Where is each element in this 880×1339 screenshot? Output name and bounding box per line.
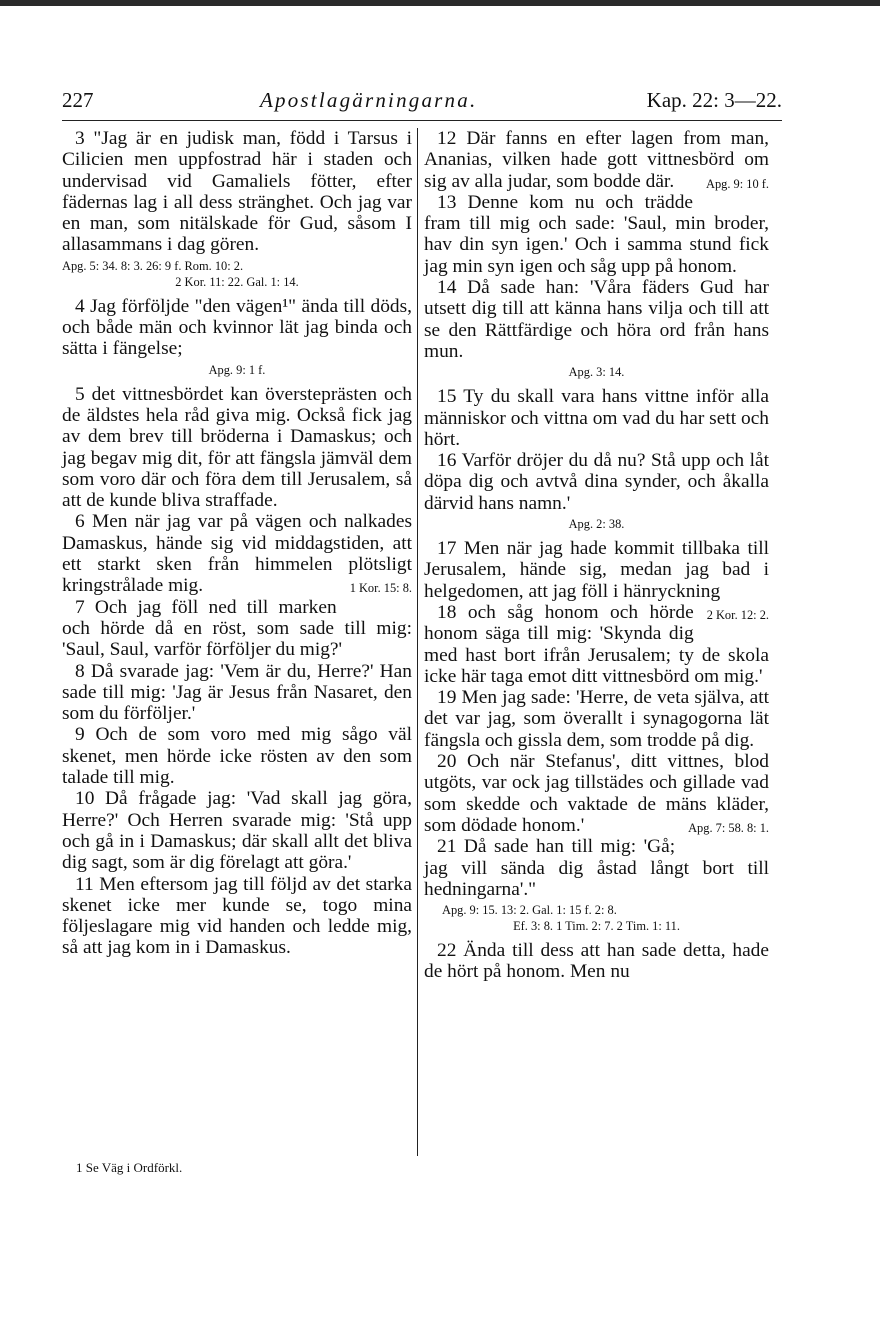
cross-reference: Apg. 3: 14. <box>568 365 625 380</box>
chapter-reference: Kap. 22: 3—22. <box>646 88 782 112</box>
verse-12 <box>424 128 769 192</box>
page-header <box>62 88 782 122</box>
header-rule <box>62 120 782 121</box>
verse-9: 9 Och de som voro med mig sågo väl skenet, men hörde icke rösten av den som talade till mig. <box>62 724 412 789</box>
cross-reference: Ef. 3: 8. 1 Tim. 2: 7. 2 Tim. 1: 11. <box>513 919 680 934</box>
verse-22: 22 Ända till dess att han sade detta, hade de hört på honom. Men nu <box>424 940 769 983</box>
verse-3: 3 "Jag är en judisk man, född i Tarsus i Cilicien men uppfostrad här i staden och undervisad vid Gamaliels fötter, efter fädernas lag i all dess stränghet. Och jag var en man, som nitälskade för Gud, såsom I allasammans i dag gören. <box>62 128 412 256</box>
top-border <box>0 0 880 6</box>
verse-10: 10 Då frågade jag: 'Vad skall jag göra, Herre?' Och Herren svarade mig: 'Stå upp och gå in i Damaskus; där skall allt det bliva dig sagt, som är dig förelagt att göra.' <box>62 788 412 874</box>
cross-reference: Apg. 2: 38. <box>568 517 625 532</box>
verse-15: 15 Ty du skall vara hans vittne inför alla människor och vittna om vad du har sett och hört. <box>424 386 769 450</box>
verse-17-text: 17 Men när jag hade kommit tillbaka till Jerusalem, hände sig, medan jag bad i helgedomen, att jag föll i hänryckning <box>424 538 769 602</box>
cross-reference: 1 Kor. 15: 8. <box>349 581 412 596</box>
verse-4: 4 Jag förföljde "den vägen¹" ända till döds, och både män och kvinnor lät jag binda och sätta i fängelse; <box>62 295 412 360</box>
verse-6-text: 6 Men när jag var på vägen och nalkades Damaskus, hände sig vid middagstiden, att ett starkt sken från himmelen plötsligt kringstrålade mig. <box>62 511 412 597</box>
cross-reference: Apg. 7: 58. 8: 1. <box>688 820 769 835</box>
page-number: 227 <box>62 88 94 112</box>
verse-7: 7 Och jag föll ned till marken och hörde då en röst, som sade till mig: 'Saul, Saul, varför förföljer du mig?' <box>62 596 412 661</box>
verse-13: 13 Denne kom nu och trädde fram till mig och sade: 'Saul, min broder, hav din syn igen.' Och i samma stund fick jag min syn igen och såg upp på honom. <box>424 191 769 277</box>
right-column <box>424 128 769 983</box>
verse-14: 14 Då sade han: 'Våra fäders Gud har utsett dig till att känna hans vilja och till att se den Rättfärdige och höra ord från hans mun. <box>424 277 769 362</box>
verse-5: 5 det vittnesbördet kan översteprästen och de äldstes hela råd giva mig. Också fick jag av dem brev till bröderna i Damaskus; och jag begav mig dit, för att fängsla jämväl dem som voro där och föra dem till Jerusalem, så att de kunde bliva straffade. <box>62 383 412 512</box>
cross-reference: 2 Kor. 11: 22. Gal. 1: 14. <box>175 274 299 289</box>
verse-19: 19 Men jag sade: 'Herre, de veta själva, att det var jag, som överallt i synagogorna lät fängsla och gissla dem, som trodde på dig. <box>424 687 769 751</box>
cross-reference: Apg. 9: 15. 13: 2. Gal. 1: 15 f. 2: 8. <box>442 903 617 918</box>
left-column <box>62 128 412 959</box>
verse-18: 18 och såg honom och hörde honom säga till mig: 'Skynda dig med hast bort ifrån Jerusalem; ty de skola icke här taga emot ditt vittnesbörd om mig.' <box>424 601 769 687</box>
cross-reference: 2 Kor. 12: 2. <box>706 607 769 622</box>
running-title: Apostlagärningarna. <box>260 88 478 112</box>
verse-20 <box>424 751 769 836</box>
verse-6 <box>62 511 412 596</box>
cross-reference: Apg. 9: 10 f. <box>706 176 769 191</box>
verse-16: 16 Varför dröjer du då nu? Stå upp och låt döpa dig och avtvå dina synder, och åkalla därvid hans namn.' <box>424 450 769 514</box>
verse-11: 11 Men eftersom jag till följd av det starka skenet icke mer kunde se, togo mina följeslagare mig vid handen och ledde mig, så att jag kom in i Damaskus. <box>62 873 412 959</box>
cross-reference: Apg. 5: 34. 8: 3. 26: 9 f. Rom. 10: 2. <box>62 258 244 273</box>
cross-reference: Apg. 9: 1 f. <box>208 362 266 377</box>
verse-12-text: 12 Där fanns en efter lagen from man, Ananias, vilken hade gott vittnesbörd om sig av alla judar, som bodde där. <box>424 128 769 192</box>
verse-8: 8 Då svarade jag: 'Vem är du, Herre?' Han sade till mig: 'Jag är Jesus från Nasaret, den som du förföljer.' <box>62 660 412 725</box>
column-divider <box>417 128 418 1156</box>
verse-20-text: 20 Och när Stefanus', ditt vittnes, blod utgöts, var ock jag tillstädes och gillade vad som skedde och vaktade de mäns kläder, som dödade honom.' <box>424 751 769 836</box>
verse-21: 21 Då sade han till mig: 'Gå; jag vill sända dig åstad långt bort till hedningarna'." <box>424 836 769 900</box>
footnote: 1 Se Väg i Ordförkl. <box>76 1160 183 1175</box>
verse-17 <box>424 538 769 622</box>
